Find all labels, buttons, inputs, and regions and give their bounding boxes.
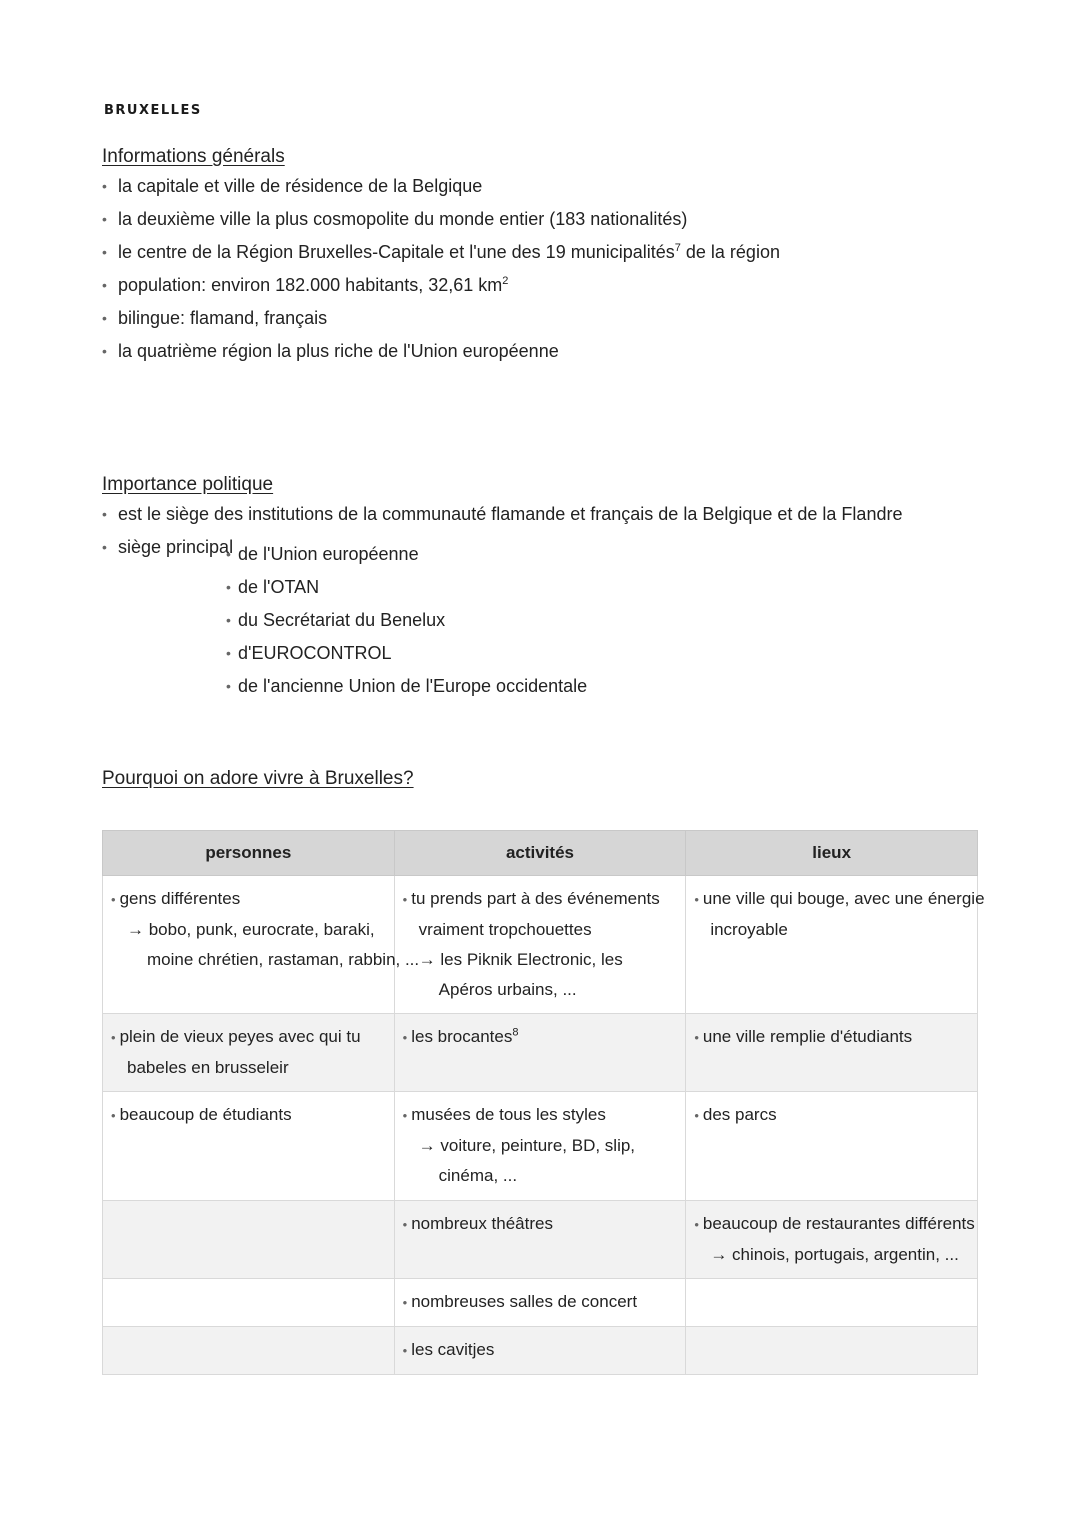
list-item: • siège principal	[102, 531, 902, 564]
table-cell: • tu prends part à des événements vraiment tropchouettes → les Piknik Electronic, les Apéros urbains, ...	[394, 876, 686, 1014]
table-cell: • une ville remplie d'étudiants	[686, 1014, 978, 1092]
table-row	[103, 1279, 978, 1327]
table-cell	[103, 1279, 395, 1327]
table-cell: • beaucoup de étudiants	[103, 1092, 395, 1201]
list-item: • la quatrième région la plus riche de l'Union européenne	[102, 335, 780, 368]
table-row	[103, 1201, 978, 1279]
list-item: • le centre de la Région Bruxelles-Capitale et l'une des 19 municipalités$^7$ de la région	[102, 236, 780, 269]
table-cell: • des parcs	[686, 1092, 978, 1201]
list-item: • est le siège des institutions de la communauté flamande et français de la Belgique et de la Flandre	[102, 498, 902, 531]
list-item: • de l'ancienne Union de l'Europe occidentale	[226, 670, 587, 703]
table-cell: • gens différentes → bobo, punk, eurocrate, baraki, moine chrétien, rastaman, rabbin, ...	[103, 876, 395, 1014]
pourquoi-section	[102, 768, 414, 790]
header-lieux: lieux	[686, 831, 978, 876]
reasons-table	[102, 830, 985, 1375]
list-item: • la capitale et ville de résidence de la Belgique	[102, 170, 780, 203]
table-cell: • beaucoup de restaurantes différents → chinois, portugais, argentin, ...	[686, 1201, 978, 1279]
list-item: • bilingue: flamand, français	[102, 302, 780, 335]
list-item: • la deuxième ville la plus cosmopolite du monde entier (183 nationalités)	[102, 203, 780, 236]
list-item: • de l'OTAN	[226, 571, 587, 604]
politique-heading: Importance politique	[102, 474, 274, 495]
list-item: • population: environ 182.000 habitants, 32,61 $km^2$	[102, 269, 780, 302]
table-cell	[686, 1327, 978, 1375]
table-row	[103, 1092, 978, 1201]
table-cell	[103, 1201, 395, 1279]
page-title: BRUXELLES	[104, 103, 202, 118]
table-cell	[686, 1279, 978, 1327]
table-cell: • nombreuses salles de concert	[394, 1279, 686, 1327]
header-activites: activités	[394, 831, 686, 876]
pourquoi-heading: Pourquoi on adore vivre à Bruxelles?	[102, 768, 414, 789]
table-cell: • musées de tous les styles → voiture, peinture, BD, slip, cinéma, ...	[394, 1092, 686, 1201]
table-cell: • plein de vieux peyes avec qui tu babeles en brusseleir	[103, 1014, 395, 1092]
table-header-row	[103, 831, 978, 876]
list-item: • d'EUROCONTROL	[226, 637, 587, 670]
table-cell: • les brocantes$^8$	[394, 1014, 686, 1092]
info-section	[102, 146, 780, 368]
table-cell: • les cavitjes	[394, 1327, 686, 1375]
info-list	[102, 170, 780, 368]
table-row	[103, 876, 978, 1014]
list-item: • du Secrétariat du Benelux	[226, 604, 587, 637]
footnote-ref: 8	[512, 1026, 519, 1039]
table-row	[103, 1327, 978, 1375]
header-personnes: personnes	[103, 831, 395, 876]
table-row	[103, 1014, 978, 1092]
list-item: • de l'Union européenne	[226, 538, 587, 571]
info-heading: Informations générals	[102, 146, 285, 167]
footnote-ref: 7	[674, 242, 681, 254]
table-cell: • une ville qui bouge, avec une énergie incroyable	[686, 876, 978, 1014]
table-cell	[103, 1327, 395, 1375]
siege-sublist	[226, 538, 587, 703]
table-cell: • nombreux théâtres	[394, 1201, 686, 1279]
